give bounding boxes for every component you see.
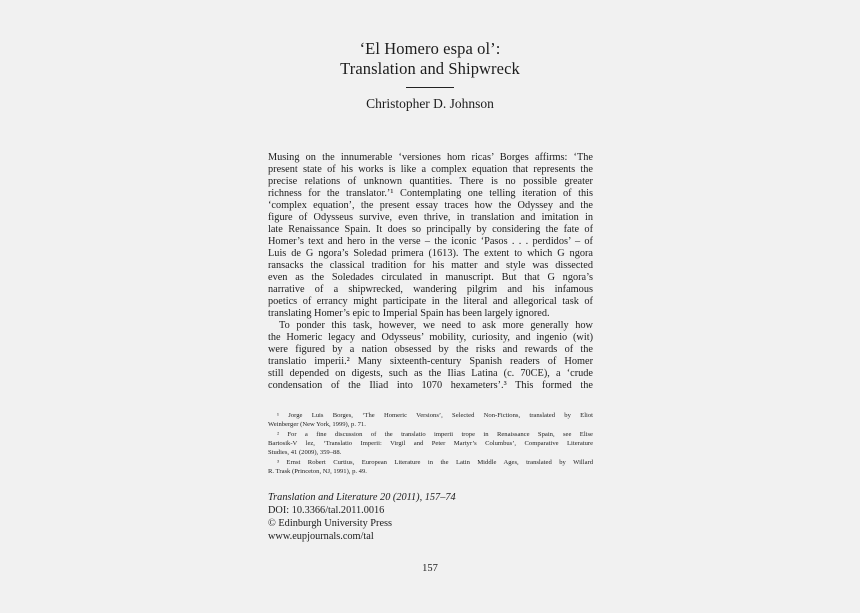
footnote-line: Bartosik-V lez, ‘Translatio Imperii: Virgil and Peter Martyr’s Columbus’, Comparative Literature bbox=[268, 440, 593, 447]
body-line: Luis de G ngora’s Soledad primera (1613). The extent to which G ngora bbox=[268, 248, 593, 259]
footnote-line: ³ Ernst Robert Curtius, European Literature in the Latin Middle Ages, translated by Willard bbox=[277, 459, 593, 466]
body-line: narrative of a shipwrecked, wandering pilgrim and his infamous bbox=[268, 284, 593, 295]
body-line: late Renaissance Spain. It does so principally by considering the fate of bbox=[268, 224, 593, 235]
body-line: To ponder this task, however, we need to ask more generally how bbox=[279, 320, 593, 331]
footnote-line: Studies, 41 (2009), 359–88. bbox=[268, 449, 342, 456]
article-title-line-1: ‘El Homero espa ol’: bbox=[359, 39, 501, 58]
body-line: even as the Soledades circulated in manuscript. But that G ngora’s bbox=[268, 272, 593, 283]
author-name: Christopher D. Johnson bbox=[366, 96, 494, 111]
footnote-line: ² For a fine discussion of the translatio imperii trope in Renaissance Spain, see Elise bbox=[277, 431, 593, 438]
body-line: condensation of the Iliad into 1070 hexameters’.³ This formed the bbox=[268, 380, 593, 391]
title-divider bbox=[406, 87, 454, 88]
body-line: the Homeric legacy and Odysseus’ mobility, curiosity, and ingenio (wit) bbox=[268, 332, 593, 343]
body-line: present state of his works is like a complex equation that represents the bbox=[268, 164, 593, 175]
body-line: ‘complex equation’, the present essay traces how the Odyssey and the bbox=[268, 200, 593, 211]
body-line: ransacks the classical tradition for his matter and style was dissected bbox=[268, 260, 593, 271]
journal-citation: Translation and Literature 20 (2011), 157–74 bbox=[268, 492, 456, 503]
body-line: figure of Odysseus survive, even thrive, in translation and imitation in bbox=[268, 212, 593, 223]
body-line: richness for the translator.’¹ Contemplating one telling iteration of this bbox=[268, 188, 593, 199]
body-line: still depended on digests, such as the Ilias Latina (c. 70CE), a ‘crude bbox=[268, 368, 593, 379]
body-line: Homer’s text and hero in the verse – the iconic ‘Pasos . . . perdidos’ – of bbox=[268, 236, 593, 247]
body-line: were figured by a nation obsessed by the risks and rewards of the bbox=[268, 344, 593, 355]
doi: DOI: 10.3366/tal.2011.0016 bbox=[268, 505, 385, 516]
body-line: translating Homer’s epic to Imperial Spain has been largely ignored. bbox=[268, 308, 550, 319]
body-line: poetics of errancy might participate in the literal and allegorical task of bbox=[268, 296, 593, 307]
body-line: Musing on the innumerable ‘versiones hom ricas’ Borges affirms: ‘The bbox=[268, 152, 593, 163]
page-number: 157 bbox=[422, 563, 438, 574]
article-title-line-2: Translation and Shipwreck bbox=[340, 59, 520, 78]
journal-url[interactable]: www.eupjournals.com/tal bbox=[268, 531, 374, 542]
body-line: precise relations of unknown quantities. There is no possible greater bbox=[268, 176, 593, 187]
body-line: translatio imperii.² Many sixteenth-century Spanish readers of Homer bbox=[268, 356, 593, 367]
footnote-line: R. Trask (Princeton, NJ, 1991), p. 49. bbox=[268, 468, 367, 475]
footnote-line: Weinberger (New York, 1999), p. 71. bbox=[268, 421, 366, 428]
copyright-notice: © Edinburgh University Press bbox=[268, 518, 393, 529]
footnote-line: ¹ Jorge Luis Borges, ‘The Homeric Versions’, Selected Non-Fictions, translated by Eliot bbox=[277, 412, 593, 419]
